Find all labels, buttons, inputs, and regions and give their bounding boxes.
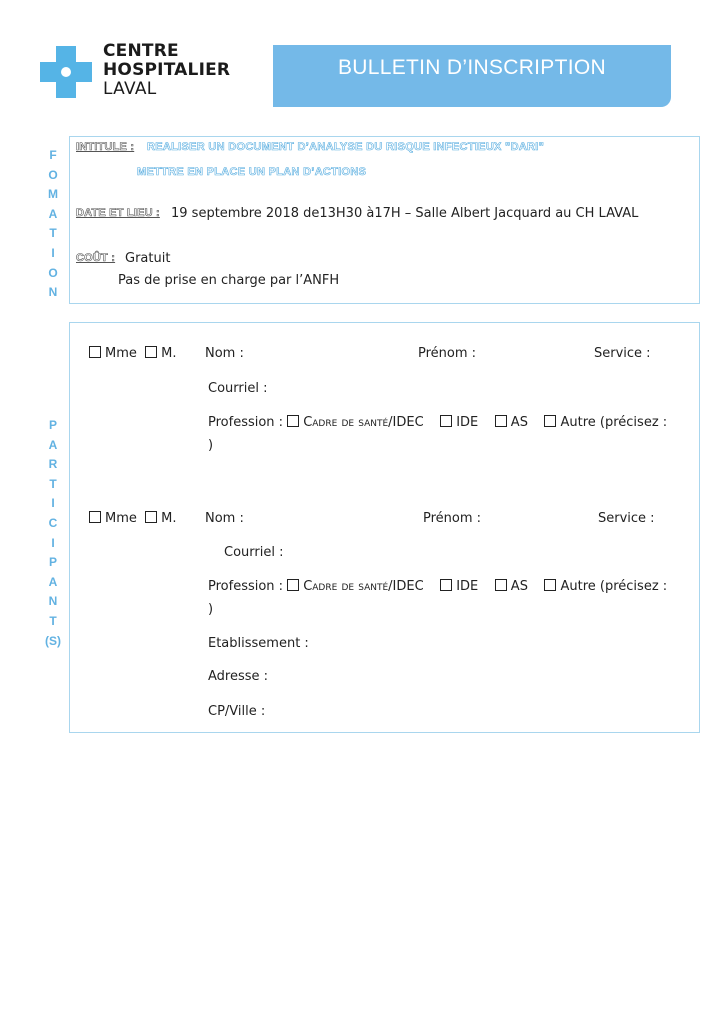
participants-section xyxy=(69,322,700,733)
autre-checkbox[interactable] xyxy=(544,579,556,591)
logo-line-1: CENTRE xyxy=(103,41,179,61)
participant-2-nom-label: Nom : xyxy=(205,511,244,526)
page-title-banner xyxy=(273,45,671,107)
cadre-label: Cadre de santé/IDEC xyxy=(303,415,424,430)
side-letter: O xyxy=(48,167,58,182)
side-letter: T xyxy=(49,226,57,241)
hospital-logo-cross-icon xyxy=(40,46,92,98)
side-letter: I xyxy=(51,245,55,260)
as-label: AS xyxy=(510,415,528,430)
as-label: AS xyxy=(510,579,528,594)
participant-2-service-label: Service : xyxy=(598,511,655,526)
m-label: M. xyxy=(161,346,177,361)
participant-1-profession xyxy=(208,415,667,430)
side-letter: C xyxy=(48,515,58,530)
m-checkbox[interactable] xyxy=(145,511,157,523)
cadre-checkbox[interactable] xyxy=(287,415,299,427)
participant-2-close-paren: ) xyxy=(208,602,214,617)
intitule-line-2: METTRE EN PLACE UN PLAN D’ACTIONS xyxy=(137,166,367,178)
side-letter: A xyxy=(48,437,58,452)
mme-checkbox[interactable] xyxy=(89,346,101,358)
profession-label: Profession : xyxy=(208,579,284,594)
date-value: 19 septembre 2018 de13H30 à17H – Salle Albert Jacquard au CH LAVAL xyxy=(171,206,639,221)
participant-2-courriel-label: Courriel : xyxy=(224,545,284,560)
participant-2-prenom-label: Prénom : xyxy=(423,511,482,526)
side-letter: P xyxy=(48,418,57,432)
side-letter: O xyxy=(48,265,58,280)
formation-side-label xyxy=(41,146,65,303)
side-letter: P xyxy=(48,555,57,570)
participant-1-close-paren: ) xyxy=(208,438,214,453)
ide-label: IDE xyxy=(456,579,479,594)
side-letter: T xyxy=(49,476,57,491)
side-letter: R xyxy=(48,457,58,472)
cp-ville-label: CP/Ville : xyxy=(208,704,266,719)
page-title: BULLETIN D’INSCRIPTION xyxy=(338,56,606,79)
autre-label: Autre (précisez : xyxy=(560,579,668,594)
cadre-label: Cadre de santé/IDEC xyxy=(303,579,424,594)
ide-checkbox[interactable] xyxy=(440,579,452,591)
participant-2-profession xyxy=(208,579,667,594)
autre-label: Autre (précisez : xyxy=(560,415,668,430)
participant-1-civility xyxy=(89,346,177,361)
side-letter: I xyxy=(51,496,55,511)
etablissement-label: Etablissement : xyxy=(208,636,309,651)
logo-line-3: LAVAL xyxy=(103,79,157,99)
cout-note: Pas de prise en charge par l’ANFH xyxy=(118,273,340,288)
logo-line-2: HOSPITALIER xyxy=(103,60,231,80)
participant-1-courriel-label: Courriel : xyxy=(208,381,268,396)
side-letter: A xyxy=(48,206,58,221)
mme-checkbox[interactable] xyxy=(89,511,101,523)
participant-1-nom-label: Nom : xyxy=(205,346,244,361)
side-letter: N xyxy=(48,285,58,300)
side-letter: F xyxy=(49,148,57,162)
m-checkbox[interactable] xyxy=(145,346,157,358)
cadre-checkbox[interactable] xyxy=(287,579,299,591)
side-letter: A xyxy=(48,574,58,589)
side-letter: (S) xyxy=(45,633,61,648)
as-checkbox[interactable] xyxy=(495,415,507,427)
participant-1-service-label: Service : xyxy=(594,346,651,361)
participant-2-civility xyxy=(89,511,177,526)
m-label: M. xyxy=(161,511,177,526)
adresse-label: Adresse : xyxy=(208,669,269,684)
cout-label: COÛT : xyxy=(76,252,116,264)
hospital-logo-text xyxy=(103,42,230,99)
side-letter: T xyxy=(49,613,57,628)
profession-label: Profession : xyxy=(208,415,284,430)
participant-1-prenom-label: Prénom : xyxy=(418,346,477,361)
intitule-label: INTITULE : xyxy=(76,141,135,153)
side-letter: M xyxy=(48,187,58,202)
cout-value: Gratuit xyxy=(125,251,171,266)
as-checkbox[interactable] xyxy=(495,579,507,591)
intitule-line-1: REALISER UN DOCUMENT D’ANALYSE DU RISQUE INFECTIEUX "DARI" xyxy=(147,141,545,153)
date-label: DATE ET LIEU : xyxy=(76,207,160,219)
mme-label: Mme xyxy=(105,346,137,361)
participants-side-label xyxy=(41,416,65,651)
ide-label: IDE xyxy=(456,415,479,430)
autre-checkbox[interactable] xyxy=(544,415,556,427)
side-letter: I xyxy=(51,535,55,550)
ide-checkbox[interactable] xyxy=(440,415,452,427)
mme-label: Mme xyxy=(105,511,137,526)
side-letter: N xyxy=(48,594,58,609)
